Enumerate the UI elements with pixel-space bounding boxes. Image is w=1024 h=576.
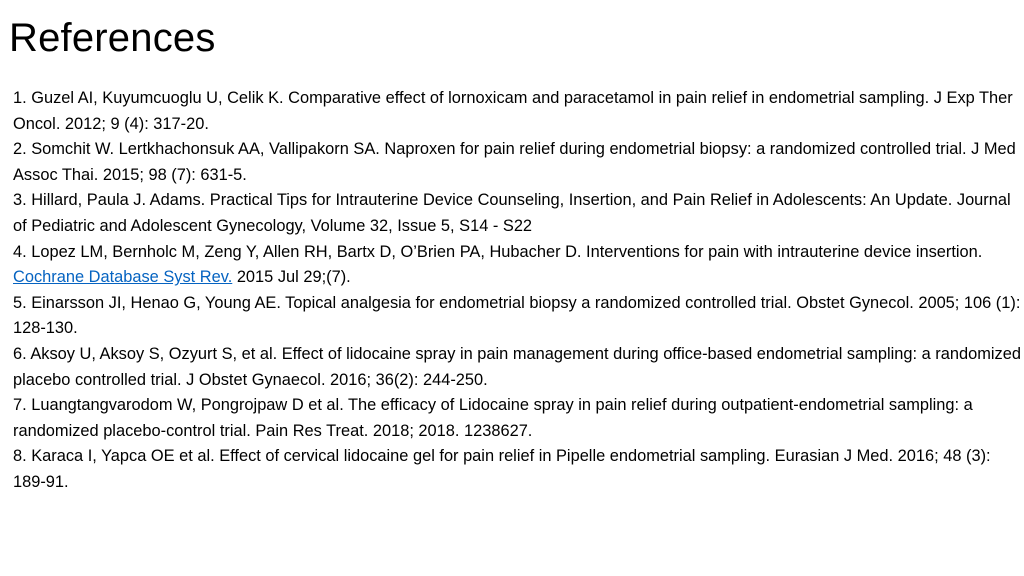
- reference-item-6: 6. Aksoy U, Aksoy S, Ozyurt S, et al. Effect of lidocaine spray in pain management during office-based endometrial sampling: a randomized placebo controlled trial. J Obstet Gynaecol. 2016; 36(2): 244-250.: [13, 344, 1021, 389]
- reference-item-2: 2. Somchit W. Lertkhachonsuk AA, Vallipakorn SA. Naproxen for pain relief during endometrial biopsy: a randomized controlled trial. J Med Assoc Thai. 2015; 98 (7): 631-5.: [13, 140, 1016, 184]
- reference-item-1: 1. Guzel AI, Kuyumcuoglu U, Celik K. Comparative effect of lornoxicam and paracetamol in pain relief in endometrial sampling. J Exp Ther Oncol. 2012; 9 (4): 317-20.: [13, 89, 1013, 133]
- reference-item-7: 7. Luangtangvarodom W, Pongrojpaw D et al. The efficacy of Lidocaine spray in pain relief during outpatient-endometrial sampling: a randomized placebo-control trial. Pain Res Treat. 2018; 2018. 1238627.: [13, 396, 973, 440]
- reference-item-4: [13, 240, 1021, 291]
- cochrane-journal-link[interactable]: Cochrane Database Syst Rev.: [13, 268, 233, 287]
- reference-4-text-after: 2015 Jul 29;(7).: [232, 268, 351, 287]
- reference-item-3: 3. Hillard, Paula J. Adams. Practical Tips for Intrauterine Device Counseling, Insertion, and Pain Relief in Adolescents: An Update. Journal of Pediatric and Adolescent Gynecology, Volume 32, Issue 5, S14 - S22: [13, 191, 1011, 235]
- reference-list: [13, 86, 1021, 496]
- reference-item-8: 8. Karaca I, Yapca OE et al. Effect of cervical lidocaine gel for pain relief in Pipelle endometrial sampling. Eurasian J Med. 2016; 48 (3): 189-91.: [13, 447, 991, 491]
- reference-4-text-before: 4. Lopez LM, Bernholc M, Zeng Y, Allen RH, Bartx D, O’Brien PA, Hubacher D. Interventions for pain with intrauterine device insertion.: [13, 242, 983, 261]
- page-title: References: [9, 16, 216, 60]
- reference-item-5: 5. Einarsson JI, Henao G, Young AE. Topical analgesia for endometrial biopsy a randomized controlled trial. Obstet Gynecol. 2005; 106 (1): 128-130.: [13, 293, 1021, 338]
